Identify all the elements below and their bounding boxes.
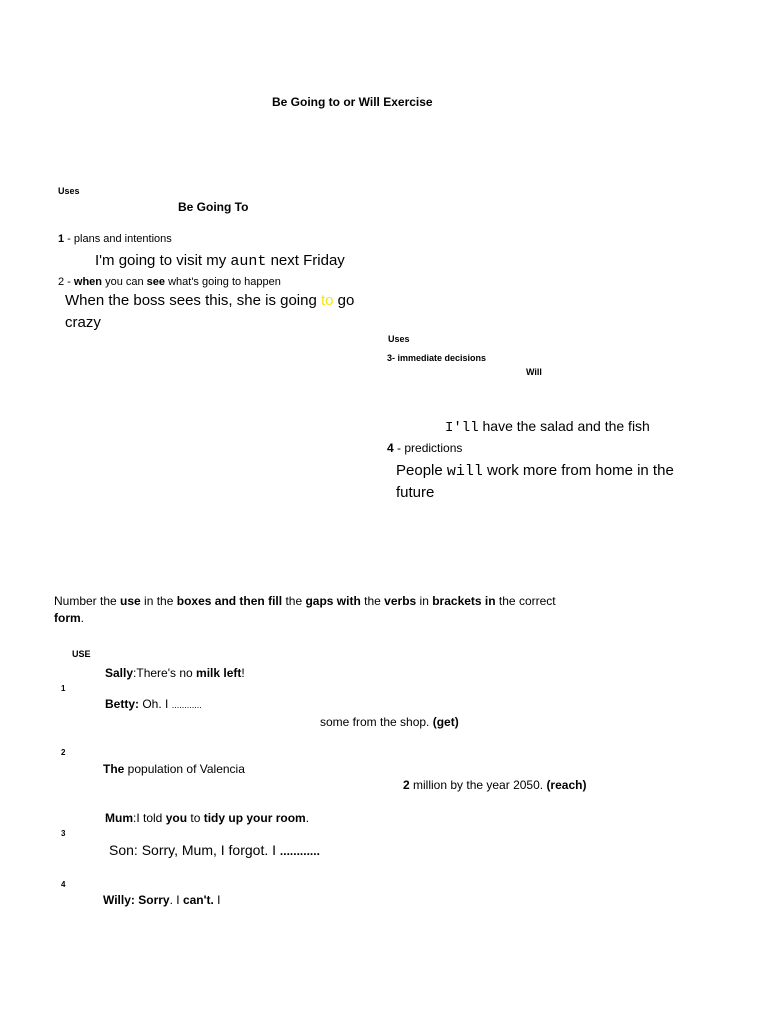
use-2-part-c: what's going to happen (165, 276, 281, 288)
item-2-number: 2 (61, 748, 66, 757)
item-4-bold: Sorry (134, 893, 170, 907)
item-1-bold: milk left (196, 666, 242, 680)
item-3-text: . (305, 811, 310, 825)
instr-text: in (416, 594, 433, 608)
example-1-part-b: next Friday (266, 252, 345, 269)
item-2-bold: 2 (403, 778, 410, 792)
example-4-part-a: People (396, 462, 447, 479)
item-2-continuation (403, 778, 586, 792)
item-4-willy-line (103, 893, 220, 907)
example-4-line-2: future (396, 484, 435, 501)
item-2-line (103, 762, 245, 776)
item-1-text: some from the shop. (320, 715, 433, 729)
use-4-number: 4 (387, 441, 394, 455)
item-4-number: 4 (61, 880, 66, 889)
use-1-number: 1 (58, 233, 65, 245)
instructions-line-1 (54, 594, 556, 608)
example-2-line-2: crazy (65, 314, 101, 331)
example-3-rest: have the salad and the fish (478, 418, 650, 434)
instructions-line-2 (54, 611, 84, 625)
item-1-text: Oh. I (139, 697, 172, 711)
example-2-line-1 (65, 292, 354, 309)
item-3-mum-line (105, 811, 309, 825)
item-3-bold: you (165, 811, 188, 825)
item-3-text: Son: Sorry, Mum, I forgot. I (109, 842, 280, 858)
item-1-verb: (get) (432, 715, 459, 729)
instr-bold: use (120, 594, 141, 608)
item-4-text: . I (169, 893, 183, 907)
example-1 (95, 252, 345, 270)
item-4-bold: can't. (182, 893, 214, 907)
item-4-text: I (213, 893, 221, 907)
instr-text: the correct (495, 594, 556, 608)
item-3-son-line (109, 842, 320, 858)
example-1-part-a: I'm going to visit my (95, 252, 231, 269)
use-4 (387, 441, 462, 455)
example-4-line-1 (396, 462, 674, 480)
example-3-word: I'll (445, 420, 479, 436)
going-to-heading: Be Going To (178, 200, 249, 214)
use-2-part-a: 2 - (58, 276, 74, 288)
use-3: 3- immediate decisions (387, 353, 487, 363)
speaker-willy: Willy: (103, 893, 135, 907)
use-2 (58, 276, 281, 288)
example-3 (445, 418, 650, 436)
item-2-bold: The (103, 762, 125, 776)
item-2-text: population of Valencia (124, 762, 245, 776)
use-column-header: USE (72, 649, 91, 659)
use-2-part-b: you can (102, 276, 147, 288)
will-heading: Will (526, 367, 542, 377)
item-1-text: :There's no (133, 666, 197, 680)
example-4-part-b: work more from home in the (482, 462, 674, 479)
instr-bold: verbs (384, 594, 417, 608)
item-1-number: 1 (61, 684, 66, 693)
use-1-text: - plans and intentions (64, 233, 172, 245)
item-1-gap: ............ (171, 700, 202, 710)
item-1-betty-line (105, 697, 202, 711)
instr-text: in the (140, 594, 177, 608)
example-1-word: aunt (230, 253, 267, 270)
example-4-word: will (446, 463, 483, 480)
speaker-betty: Betty: (105, 697, 140, 711)
instr-text: the (360, 594, 385, 608)
item-3-text: :I told (133, 811, 166, 825)
example-2-highlighted-to: to (320, 292, 334, 309)
instr-text: the (282, 594, 306, 608)
example-2-part-b: go (333, 292, 355, 309)
instr-text: . (80, 611, 85, 625)
item-1-text: ! (241, 666, 245, 680)
instr-bold: form (54, 611, 81, 625)
use-2-see: see (146, 276, 166, 288)
item-2-text: million by the year 2050. (409, 778, 547, 792)
instr-bold: gaps with (305, 594, 361, 608)
item-2-verb: (reach) (546, 778, 587, 792)
uses-label-going-to: Uses (58, 186, 80, 196)
item-3-bold: tidy up your room (203, 811, 306, 825)
item-3-number: 3 (61, 829, 66, 838)
use-1 (58, 233, 172, 245)
speaker-mum: Mum (105, 811, 133, 825)
example-2-part-a: When the boss sees this, she is going (65, 292, 321, 309)
instr-text: Number the (54, 594, 121, 608)
item-1-continuation (320, 715, 459, 729)
uses-label-will: Uses (388, 334, 410, 344)
page-title: Be Going to or Will Exercise (272, 95, 433, 109)
speaker-sally: Sally (105, 666, 134, 680)
item-3-gap: ............ (279, 844, 320, 858)
item-1-sally-line (105, 666, 245, 680)
instr-bold: boxes and then fill (176, 594, 283, 608)
instr-bold: brackets in (432, 594, 496, 608)
item-3-text: to (187, 811, 204, 825)
use-2-when: when (73, 276, 103, 288)
use-4-text: - predictions (393, 441, 463, 455)
